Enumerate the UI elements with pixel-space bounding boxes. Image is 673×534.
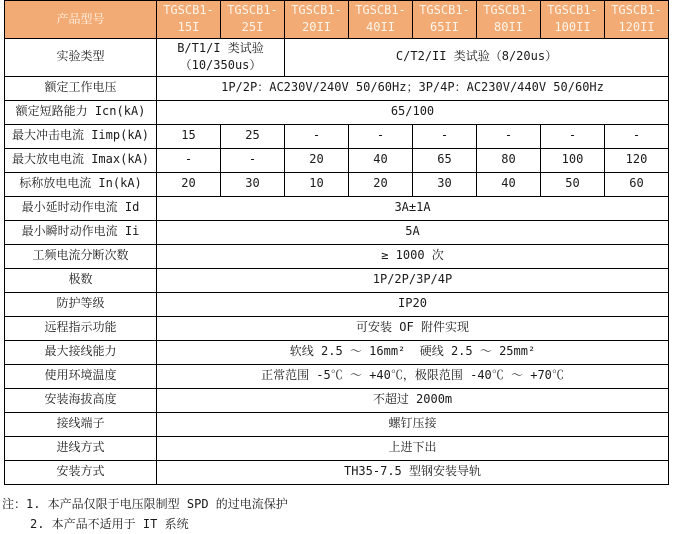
value-cell: 5A — [157, 220, 669, 244]
value-cell: 60 — [605, 172, 669, 196]
value-cell: 100 — [541, 148, 605, 172]
row-label: 最大接线能力 — [5, 340, 157, 364]
row-label: 标称放电电流 In(kA) — [5, 172, 157, 196]
value-cell: - — [349, 124, 413, 148]
row-label: 安装方式 — [5, 460, 157, 484]
value-cell: 20 — [285, 148, 349, 172]
row-label: 工频电流分断次数 — [5, 244, 157, 268]
table-row — [5, 172, 669, 196]
table-row — [5, 292, 669, 316]
table-row — [5, 148, 669, 172]
table-row — [5, 124, 669, 148]
value-cell: 不超过 2000m — [157, 388, 669, 412]
value-cell: - — [413, 124, 477, 148]
row-label: 安装海拔高度 — [5, 388, 157, 412]
table-row — [5, 316, 669, 340]
spec-table — [4, 0, 669, 485]
value-cell: 50 — [541, 172, 605, 196]
footnote-1: 注：1. 本产品仅限于电压限制型 SPD 的过电流保护 — [2, 496, 288, 511]
row-label: 接线端子 — [5, 412, 157, 436]
row-label: 最小延时动作电流 Id — [5, 196, 157, 220]
header-model-4: TGSCB1-40II — [349, 1, 413, 39]
value-cell: ≥ 1000 次 — [157, 244, 669, 268]
table-row — [5, 76, 669, 100]
table-row — [5, 196, 669, 220]
value-cell: 正常范围 -5℃ ～ +40℃，极限范围 -40℃ ～ +70℃ — [157, 364, 669, 388]
table-row — [5, 388, 669, 412]
row-label: 极数 — [5, 268, 157, 292]
value-cell: 20 — [157, 172, 221, 196]
value-cell: 30 — [413, 172, 477, 196]
value-cell: 15 — [157, 124, 221, 148]
header-model-1: TGSCB1-15I — [157, 1, 221, 39]
footnotes — [0, 494, 673, 534]
value-cell: 1P/2P/3P/4P — [157, 268, 669, 292]
table-body — [5, 38, 669, 484]
header-row — [5, 1, 669, 39]
header-model-8: TGSCB1-120II — [605, 1, 669, 39]
header-model-7: TGSCB1-100II — [541, 1, 605, 39]
value-cell: 10 — [285, 172, 349, 196]
value-cell: - — [221, 148, 285, 172]
value-cell: B/T1/I 类试验（10/350us） — [157, 38, 285, 76]
value-cell: IP20 — [157, 292, 669, 316]
table-row — [5, 244, 669, 268]
row-label: 使用环境温度 — [5, 364, 157, 388]
value-cell: - — [541, 124, 605, 148]
row-label: 额定工作电压 — [5, 76, 157, 100]
value-cell: 20 — [349, 172, 413, 196]
value-cell: 螺钉压接 — [157, 412, 669, 436]
value-cell: 65 — [413, 148, 477, 172]
row-label: 最大冲击电流 Iimp(kA) — [5, 124, 157, 148]
value-cell: 1P/2P：AC230V/240V 50/60Hz；3P/4P：AC230V/440V 50/60Hz — [157, 76, 669, 100]
table-row — [5, 412, 669, 436]
value-cell: 40 — [349, 148, 413, 172]
value-cell: 3A±1A — [157, 196, 669, 220]
table-row — [5, 460, 669, 484]
value-cell: - — [285, 124, 349, 148]
value-cell: 65/100 — [157, 100, 669, 124]
value-cell: 25 — [221, 124, 285, 148]
header-model-6: TGSCB1-80II — [477, 1, 541, 39]
table-row — [5, 220, 669, 244]
row-label: 最大放电电流 Imax(kA) — [5, 148, 157, 172]
value-cell: TH35-7.5 型钢安装导轨 — [157, 460, 669, 484]
table-row — [5, 38, 669, 76]
value-cell: C/T2/II 类试验（8/20us） — [285, 38, 669, 76]
header-product-model-label: 产品型号 — [5, 1, 157, 39]
row-label: 实验类型 — [5, 38, 157, 76]
value-cell: 上进下出 — [157, 436, 669, 460]
value-cell: 可安装 OF 附件实现 — [157, 316, 669, 340]
row-label: 进线方式 — [5, 436, 157, 460]
table-row — [5, 364, 669, 388]
value-cell: 软线 2.5 ～ 16mm² 硬线 2.5 ～ 25mm² — [157, 340, 669, 364]
header-model-3: TGSCB1-20II — [285, 1, 349, 39]
table-row — [5, 268, 669, 292]
table-row — [5, 340, 669, 364]
value-cell: 120 — [605, 148, 669, 172]
row-label: 远程指示功能 — [5, 316, 157, 340]
value-cell: 30 — [221, 172, 285, 196]
value-cell: 40 — [477, 172, 541, 196]
value-cell: - — [605, 124, 669, 148]
row-label: 防护等级 — [5, 292, 157, 316]
value-cell: 80 — [477, 148, 541, 172]
table-row — [5, 100, 669, 124]
value-cell: - — [477, 124, 541, 148]
value-cell: - — [157, 148, 221, 172]
header-model-5: TGSCB1-65II — [413, 1, 477, 39]
row-label: 额定短路能力 Icn(kA) — [5, 100, 157, 124]
row-label: 最小瞬时动作电流 Ii — [5, 220, 157, 244]
header-model-2: TGSCB1-25I — [221, 1, 285, 39]
table-row — [5, 436, 669, 460]
footnote-2: 2. 本产品不适用于 IT 系统 — [30, 516, 189, 531]
